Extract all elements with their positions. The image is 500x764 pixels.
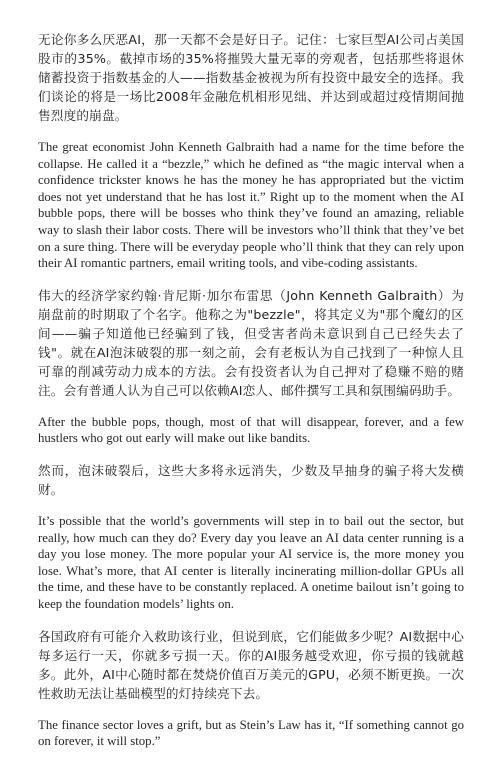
paragraph-en-3: It’s possible that the world’s governments will step in to bail out the sector, but really, how much can they do? Every day you leave an AI data center running is a day you lose money. The more popular your AI service is, the more money you lose. What’s more, that AI center is literally incinerating million-dollar GPUs all the time, and these have to be constantly replaced. A onetime bailout isn’t going to keep the foundation models’ lights on. [38, 513, 464, 611]
paragraph-en-2: After the bubble pops, though, most of that will disappear, forever, and a few hustlers who got out early will make out like bandits. [38, 414, 464, 446]
paragraph-zh-4: 各国政府有可能介入救助该行业，但说到底，它们能做多少呢？AI数据中心每多运行一天，你就多亏损一天。你的AI服务越受欢迎，你亏损的钱就越多。此外，AI中心随时都在焚烧价值百万美元的GPU，必须不断更换。一次性救助无法让基础模型的灯持续亮下去。 [38, 628, 464, 701]
article-body [38, 30, 464, 764]
paragraph-en-1: The great economist John Kenneth Galbraith had a name for the time before the collapse. He called it a “bezzle,” which he defined as “the magic interval when a confidence trickster knows he has the money he has appropriated but the victim does not yet understand that he has lost it.” Right up to the moment when the AI bubble pops, there will be bosses who think they’ve found an amazing, reliable way to slash their labor costs. There will be investors who’ll think that they’ve bet on a sure thing. There will be everyday people who’ll think that they can rely upon their AI romantic partners, email writing tools, and vibe-coding assistants. [38, 140, 464, 271]
paragraph-zh-1: 无论你多么厌恶AI，那一天都不会是好日子。记住：七家巨型AI公司占美国股市的35%。截掉市场的35%将摧毁大量无辜的旁观者，包括那些将退休储蓄投资于指数基金的人——指数基金被视为所有投资中最安全的选择。我们谈论的将是一场比2008年金融危机相形见绌、并达到或超过疫情期间抛售烈度的崩盘。 [38, 32, 464, 123]
paragraph-en-4: The finance sector loves a grift, but as Stein’s Law has it, “If something cannot go on forever, it will stop.” [38, 717, 464, 749]
paragraph-zh-2: 伟大的经济学家约翰·肯尼斯·加尔布雷思（John Kenneth Galbraith）为崩盘前的时期取了个名字。他称之为"bezzle"，将其定义为"那个魔幻的区间——骗子知道他已经骗到了钱，但受害者尚未意识到自己已经失去了钱"。就在AI泡沫破裂的那一刻之前，会有老板认为自己找到了一种惊人且可靠的削减劳动力成本的方法。会有投资者认为自己押对了稳赚不赔的赌注。会有普通人认为自己可以依赖AI恋人、邮件撰写工具和氛围编码助手。 [38, 287, 464, 398]
paragraph-zh-3: 然而，泡沫破裂后，这些大多将永远消失，少数及早抽身的骗子将大发横财。 [38, 462, 464, 497]
